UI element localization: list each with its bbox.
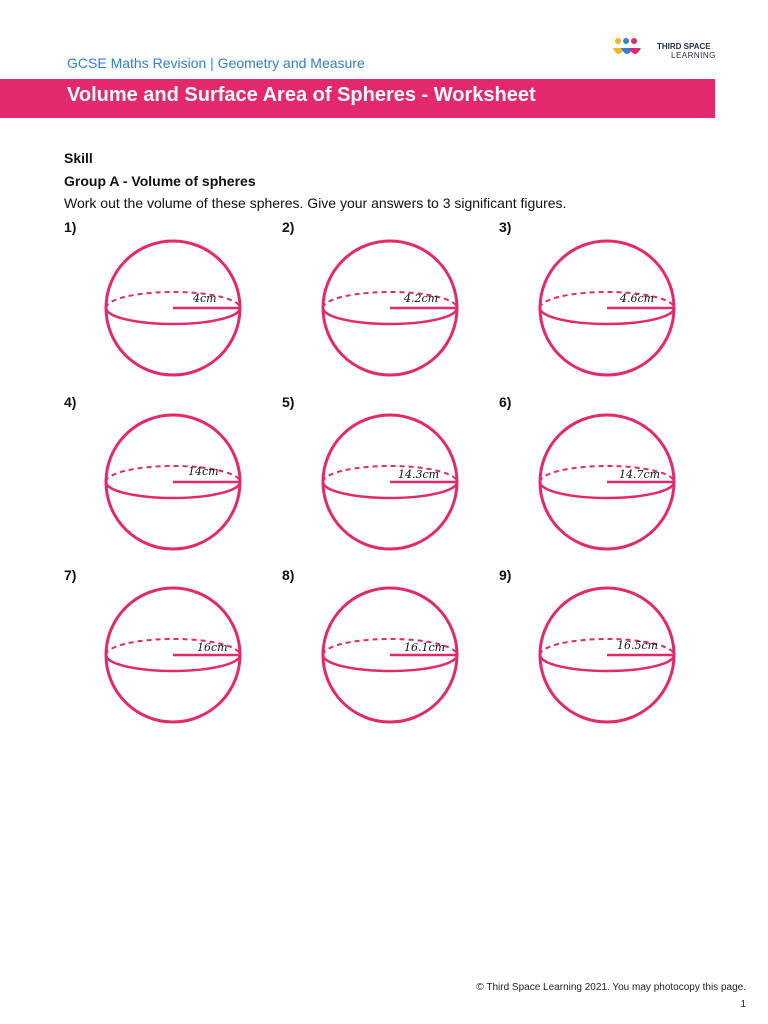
group-heading: Group A - Volume of spheres bbox=[64, 173, 256, 189]
radius-label-2: 4.2cm bbox=[404, 292, 439, 305]
question-number-8: 8) bbox=[282, 567, 295, 583]
logo-line-1: THIRD SPACE bbox=[657, 42, 711, 51]
question-number-2: 2) bbox=[282, 219, 295, 235]
skill-heading: Skill bbox=[64, 150, 93, 166]
sphere-diagram-5 bbox=[315, 412, 465, 552]
question-number-3: 3) bbox=[499, 219, 512, 235]
radius-label-6: 14.7cm bbox=[619, 468, 661, 481]
question-number-6: 6) bbox=[499, 394, 512, 410]
radius-label-3: 4.6cm bbox=[620, 292, 655, 305]
question-number-1: 1) bbox=[64, 219, 77, 235]
sphere-diagram-7 bbox=[98, 585, 248, 725]
radius-label-7: 16cm bbox=[197, 641, 228, 654]
sphere-diagram-1 bbox=[98, 238, 248, 378]
sphere-diagram-9 bbox=[532, 585, 682, 725]
sphere-diagram-2 bbox=[315, 238, 465, 378]
question-number-4: 4) bbox=[64, 394, 77, 410]
question-number-9: 9) bbox=[499, 567, 512, 583]
page-number: 1 bbox=[740, 999, 746, 1010]
sphere-diagram-3 bbox=[532, 238, 682, 378]
radius-label-1: 4cm bbox=[193, 292, 217, 305]
question-number-7: 7) bbox=[64, 567, 77, 583]
sphere-diagram-4 bbox=[98, 412, 248, 552]
radius-label-4: 14cm bbox=[188, 465, 219, 478]
radius-label-9: 16.5cm bbox=[617, 639, 659, 652]
instruction-text: Work out the volume of these spheres. Give your answers to 3 significant figures. bbox=[64, 195, 567, 211]
radius-label-8: 16.1cm bbox=[404, 641, 446, 654]
sphere-diagram-6 bbox=[532, 412, 682, 552]
header-subtitle: GCSE Maths Revision | Geometry and Measure bbox=[67, 55, 365, 71]
radius-label-5: 14.3cm bbox=[398, 468, 440, 481]
sphere-diagram-8 bbox=[315, 585, 465, 725]
logo-line-2: LEARNING bbox=[671, 51, 716, 60]
copyright-footer: © Third Space Learning 2021. You may photocopy this page. bbox=[476, 982, 746, 993]
question-number-5: 5) bbox=[282, 394, 295, 410]
logo-text bbox=[657, 42, 716, 60]
page-title: Volume and Surface Area of Spheres - Worksheet bbox=[67, 84, 536, 106]
